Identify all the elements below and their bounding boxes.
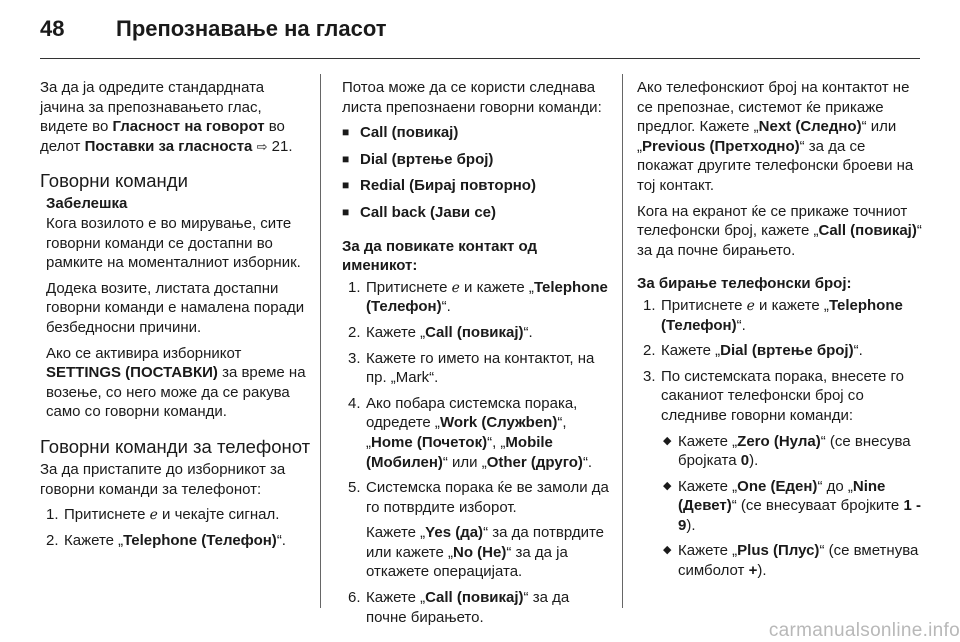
heading-call-contact: За да повикате контакт од именикот: bbox=[342, 237, 538, 275]
square-bullet-icon: ■ bbox=[342, 125, 350, 140]
dial-steps bbox=[637, 296, 922, 581]
list-item: 1. Притиснете ℯ и кажете „Telephone (Телефон)“. bbox=[643, 296, 903, 334]
diamond-bullet-icon: ◆ bbox=[663, 434, 672, 447]
list-item: 2. Кажете „Telephone (Телефон)“. bbox=[46, 531, 286, 549]
diamond-bullet-icon: ◆ bbox=[663, 544, 672, 557]
heading-voice-commands: Говорни команди bbox=[40, 170, 188, 192]
column-divider-1 bbox=[320, 74, 321, 608]
page-header bbox=[40, 16, 920, 50]
list-item: 1. Притиснете ℯ и чекајте сигнал. bbox=[46, 506, 280, 524]
column-2 bbox=[342, 78, 612, 633]
confirm-paragraph: Кажете „Yes (да)“ за да потврдите или кажете „No (Не)“ за да ја откажете операцијата. bbox=[366, 524, 605, 581]
command-list bbox=[342, 123, 612, 222]
header-rule bbox=[40, 58, 920, 59]
list-item: 2. Кажете „Call (повикај)“. bbox=[348, 323, 533, 341]
phone-icon: ℯ bbox=[451, 278, 460, 295]
list-item: ■ Call (повикај) bbox=[342, 124, 459, 142]
column-divider-2 bbox=[622, 74, 623, 608]
intro-paragraph: За да ја одредите стандардната јачина за препознавањето глас, видете во Гласност на говорот во делот Поставки за гласноста ⇨ 21. bbox=[40, 79, 293, 155]
square-bullet-icon: ■ bbox=[342, 151, 350, 166]
heading-dial-number: За бирање телефонски број: bbox=[637, 275, 852, 293]
phone-icon: ℯ bbox=[746, 296, 755, 313]
list-item: ◆ Кажете „One (Еден)“ до „Nine (Девет)“ (се внесуваат бројките 1 - 9). bbox=[663, 477, 921, 534]
page-title: Препознавање на гласот bbox=[116, 16, 387, 41]
correct-number-paragraph: Кога на екранот ќе се прикаже точниот телефонски број, кажете „Call (повикај)“ за да почне бирањето. bbox=[637, 202, 922, 259]
square-bullet-icon: ■ bbox=[342, 178, 350, 193]
list-item: 1. Притиснете ℯ и кажете „Telephone (Телефон)“. bbox=[348, 278, 608, 316]
note-block bbox=[40, 194, 312, 422]
list-item: ◆ Кажете „Zero (Нула)“ (се внесува бројката 0). bbox=[663, 432, 911, 470]
column-1 bbox=[40, 78, 312, 556]
note-text-3: Ако се активира изборникот SETTINGS (ПОСТАВКИ) за време на возење, со него може да се ракува само со говорни команди. bbox=[46, 344, 306, 421]
list-item: 6. Кажете „Call (повикај)“ за да почне бирањето. bbox=[348, 589, 570, 626]
list-item: 2. Кажете „Dial (вртење број)“. bbox=[643, 342, 863, 360]
note-text-1: Кога возилото е во мирување, сите говорни команди се достапни во рамките на моменталниот изборник. bbox=[46, 214, 301, 272]
link-speech-volume[interactable]: Гласност на говорот bbox=[112, 118, 265, 136]
diamond-bullet-icon: ◆ bbox=[663, 479, 672, 492]
call-steps bbox=[342, 278, 612, 628]
phone-icon: ℯ bbox=[149, 506, 158, 523]
heading-phone-commands: Говорни команди за телефонот bbox=[40, 435, 311, 457]
list-item: ■ Call back (Јави се) bbox=[342, 203, 497, 221]
phone-intro: За да пристапите до изборникот за говорни команди за телефонот: bbox=[40, 460, 286, 498]
list-item: ■ Redial (Бирај повторно) bbox=[342, 177, 536, 195]
list-item: 3. По системската порака, внесете го саканиот телефонски број со следниве говорни команди: bbox=[643, 367, 904, 424]
page-number: 48 bbox=[40, 16, 65, 41]
arrow-icon: ⇨ bbox=[256, 138, 268, 154]
link-volume-settings[interactable]: Поставки за гласноста bbox=[84, 137, 253, 155]
list-item: 3. Кажете го името на контактот, на пр. „Mark“. bbox=[348, 349, 595, 387]
list-item: ◆ Кажете „Plus (Плус)“ (се вметнува симболот +). bbox=[663, 542, 919, 580]
watermark: carmanualsonline.info bbox=[768, 620, 960, 641]
square-bullet-icon: ■ bbox=[342, 204, 350, 219]
list-item: 5. Системска порака ќе ве замоли да го потврдите изборот. bbox=[348, 479, 609, 516]
column-3 bbox=[637, 78, 922, 587]
phone-steps bbox=[40, 505, 312, 550]
note-heading: Забелешка bbox=[46, 195, 128, 213]
list-item: ■ Dial (вртење број) bbox=[342, 150, 494, 168]
suggestion-paragraph: Ако телефонскиот број на контактот не се препознае, системот ќе прикаже предлог. Кажете „Next (Следно)“ или „Previous (Претходно)“ за да се покажат другите телефонски броеви на тој контакт. bbox=[637, 79, 914, 194]
commands-intro: Потоа може да се користи следнава листа препознаени говорни команди: bbox=[342, 79, 602, 116]
list-item: 4. Ако побара системска порака, одредете „Work (Служben)“, „Home (Почеток)“, „Mobile (Мобилен)“ или „Other (друго)“. bbox=[348, 394, 593, 471]
note-text-2: Додека возите, листата достапни говорни команди е намалена поради безбедносни причини. bbox=[46, 279, 305, 336]
